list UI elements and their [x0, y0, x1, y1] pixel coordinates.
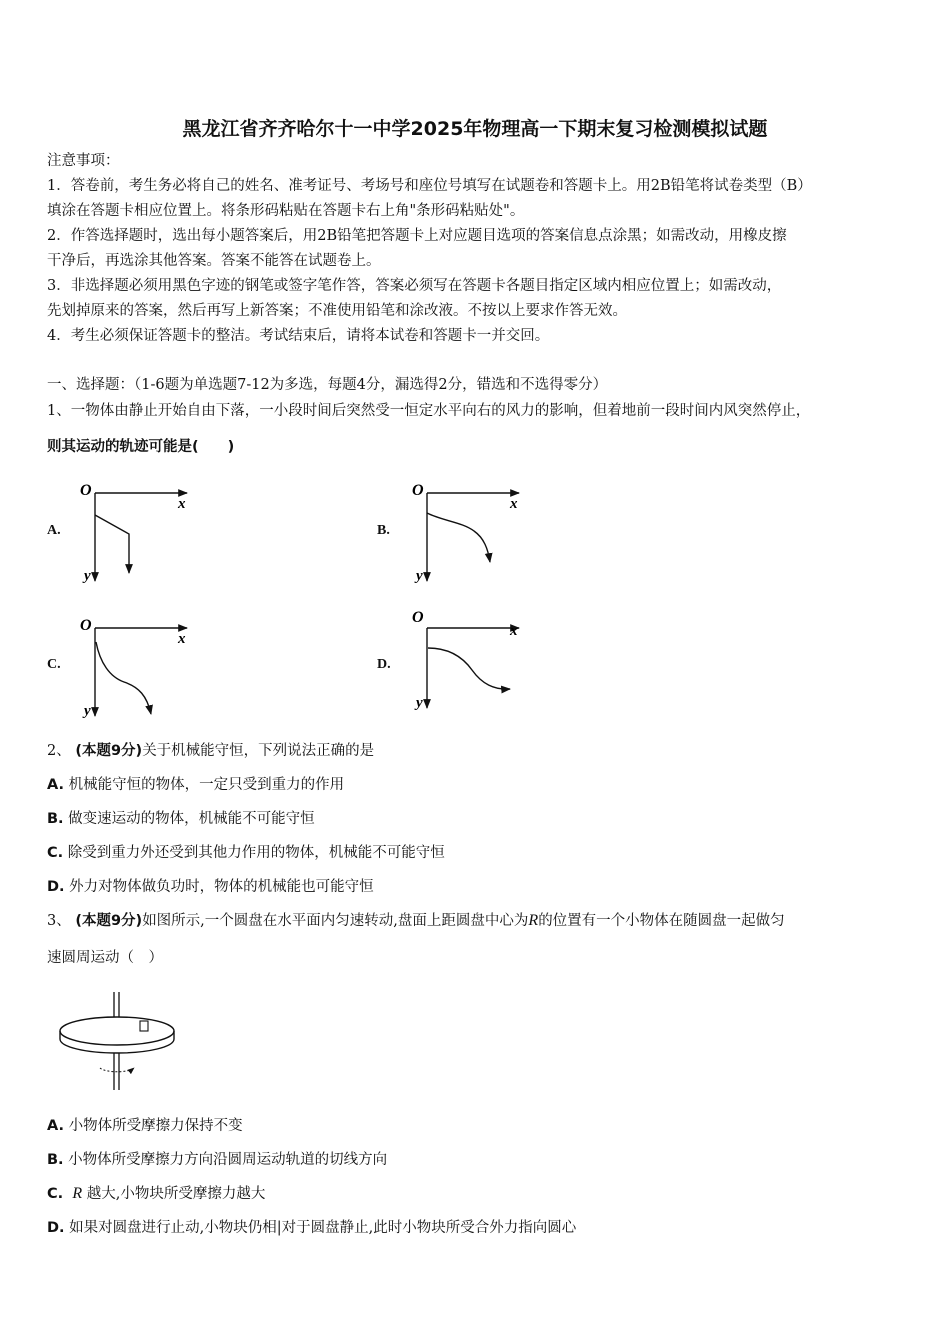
radius-symbol: R [72, 1185, 83, 1202]
q3-option-a: A. 小物体所受摩擦力保持不变 [47, 1118, 243, 1134]
y-label: y [84, 568, 91, 584]
q3-stem-line-2: 速圆周运动（ ） [47, 950, 163, 966]
q3-number: 3、 [47, 913, 71, 929]
q1-diagram-a [80, 482, 187, 584]
x-label: x [510, 623, 518, 639]
q2-tag: (本题9分) [75, 743, 143, 759]
q3-option-b: B. 小物体所受摩擦力方向沿圆周运动轨道的切线方向 [47, 1152, 388, 1168]
y-label: y [84, 703, 91, 719]
q1-diagram-d [412, 609, 519, 711]
notice-line-2a: 2．作答选择题时，选出每小题答案后，用2B铅笔把答题卡上对应题目选项的答案信息点涂黑；如需改动，用橡皮擦 [47, 228, 787, 244]
x-label: x [510, 496, 518, 512]
q3-stem-line-1: 3、 (本题9分)如图所示,一个圆盘在水平面内匀速转动,盘面上距圆盘中心为R的位置有一个小物体在随圆盘一起做匀 [47, 912, 785, 929]
notice-heading: 注意事项： [47, 153, 120, 169]
q2-option-c: C. 除受到重力外还受到其他力作用的物体，机械能不可能守恒 [47, 845, 445, 861]
q1-option-c-label: C. [47, 657, 61, 672]
radius-symbol: R [528, 912, 539, 929]
notice-line-2b: 干净后，再选涂其他答案。答案不能答在试题卷上。 [47, 253, 381, 269]
q3-disk-figure [60, 992, 174, 1090]
q1-option-a-label: A. [47, 523, 61, 538]
q1-diagram-b [412, 482, 519, 584]
q1-diagram-c [80, 617, 187, 719]
q2-number: 2、 [47, 743, 71, 759]
y-label: y [416, 695, 423, 711]
notice-line-3b: 先划掉原来的答案，然后再写上新答案；不准使用铅笔和涂改液。不按以上要求作答无效。 [47, 303, 627, 319]
notice-line-4: 4．考生必须保证答题卡的整洁。考试结束后，请将本试卷和答题卡一并交回。 [47, 328, 550, 344]
q1-stem-line-2: 则其运动的轨迹可能是( ) [47, 439, 235, 455]
q2-option-b: B. 做变速运动的物体，机械能不可能守恒 [47, 811, 315, 827]
origin-label: O [412, 609, 424, 626]
small-block [140, 1021, 148, 1031]
disk-edge [60, 1031, 174, 1053]
notice-line-1a: 1．答卷前，考生务必将自己的姓名、准考证号、考场号和座位号填写在试题卷和答题卡上。用2B铅笔将试卷类型（B） [47, 178, 812, 194]
q1-option-b-label: B. [377, 523, 390, 538]
exam-title: 黑龙江省齐齐哈尔十一中学2025年物理高一下期末复习检测模拟试题 [182, 118, 768, 140]
notice-line-3a: 3．非选择题必须用黑色字迹的钢笔或签字笔作答，答案必须写在答题卡各题目指定区域内相应位置上；如需改动， [47, 278, 782, 294]
trajectory [428, 648, 510, 689]
origin-label: O [412, 482, 424, 499]
q1-option-d-label: D. [377, 657, 391, 672]
q2-stem-text: 关于机械能守恒，下列说法正确的是 [142, 743, 375, 759]
notice-line-1b: 填涂在答题卡相应位置上。将条形码粘贴在答题卡右上角"条形码粘贴处"。 [47, 203, 525, 219]
x-label: x [178, 631, 186, 647]
q3-option-d: D. 如果对圆盘进行止动,小物块仍相|对于圆盘静止,此时小物块所受合外力指向圆心 [47, 1220, 577, 1236]
q2-option-d: D. 外力对物体做负功时，物体的机械能也可能守恒 [47, 879, 374, 895]
q1-stem-line-1: 1、一物体由静止开始自由下落，一小段时间后突然受一恒定水平向右的风力的影响，但着地前一段时间内风突然停止， [47, 403, 811, 419]
rotation-arrow [100, 1068, 134, 1072]
origin-label: O [80, 617, 92, 634]
q2-stem [47, 741, 374, 761]
q3-tag: (本题9分) [75, 913, 143, 929]
trajectory [427, 513, 490, 562]
q3-option-c: C. R 越大,小物块所受摩擦力越大 [47, 1185, 266, 1202]
disk-top [60, 1017, 174, 1045]
x-label: x [178, 496, 186, 512]
trajectory [95, 515, 129, 573]
y-label: y [416, 568, 423, 584]
trajectory [96, 642, 151, 714]
origin-label: O [80, 482, 92, 499]
q2-option-a: A. 机械能守恒的物体，一定只受到重力的作用 [47, 777, 345, 793]
section-heading: 一、选择题：（1-6题为单选题7-12为多选，每题4分，漏选得2分，错选和不选得零分） [47, 377, 608, 393]
